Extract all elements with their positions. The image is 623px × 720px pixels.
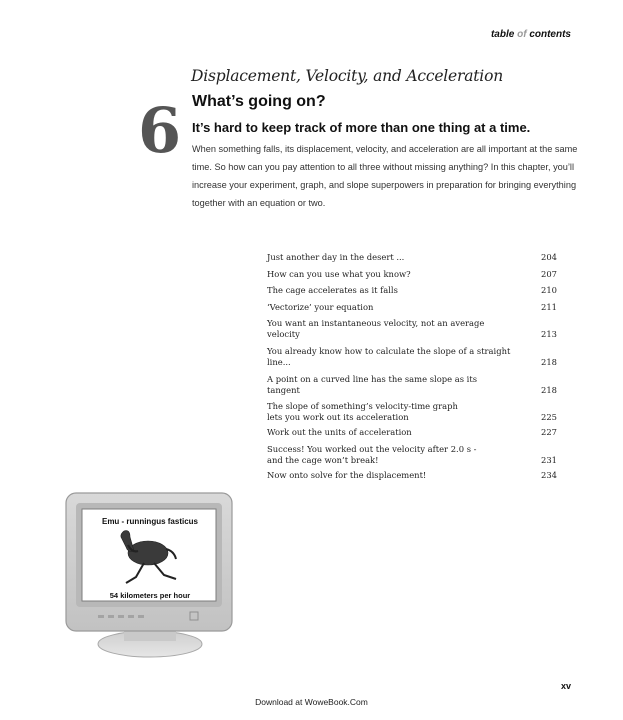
toc-entry[interactable]	[267, 427, 557, 438]
toc-entry-page: 227	[541, 427, 557, 438]
toc-entry-title-line: lets you work out its acceleration	[267, 412, 409, 423]
toc-entry-title	[267, 285, 512, 296]
toc-entry[interactable]	[267, 374, 557, 396]
toc-entry-page: 210	[541, 285, 557, 296]
toc-entry[interactable]	[267, 269, 557, 280]
toc-entry-title	[267, 401, 512, 423]
running-header	[491, 29, 571, 40]
toc-entry-page: 234	[541, 469, 557, 480]
toc-entry-title	[267, 252, 512, 263]
toc-entry-title	[267, 427, 512, 438]
toc-entry[interactable]	[267, 401, 557, 423]
toc-entry-title	[267, 374, 512, 396]
toc-entry[interactable]	[267, 252, 557, 263]
toc-entry-title	[267, 346, 512, 368]
toc-entry[interactable]	[267, 346, 557, 368]
toc-entry-title-line: You want an instantaneous velocity, not an average velocity	[267, 318, 485, 340]
monitor-caption-bottom: 54 kilometers per hour	[109, 591, 191, 600]
toc-entry-title-line: Work out the units of acceleration	[267, 427, 412, 438]
chapter-title: Displacement, Velocity, and Acceleration	[191, 67, 503, 85]
header-toc-left: table	[490, 29, 518, 40]
toc-entry-title-line: A point on a curved line has the same slope as its tangent	[267, 373, 478, 395]
toc-entry-title-line: The cage accelerates as it falls	[267, 285, 398, 296]
toc-entry-title	[267, 470, 512, 481]
toc-entry-title	[267, 444, 512, 466]
toc-entry-page: 213	[541, 329, 557, 340]
chapter-number: 6	[138, 94, 182, 167]
toc-entry[interactable]	[267, 302, 557, 313]
toc-entry[interactable]	[267, 285, 557, 296]
toc-entry-title-line: ‘Vectorize’ your equation	[267, 301, 374, 312]
toc-entry-page: 218	[541, 356, 557, 367]
toc-entry-title-line: Just another day in the desert ...	[267, 252, 405, 262]
toc-entry-page: 211	[541, 301, 557, 312]
toc-entry-title-line: You already know how to calculate the slope of a straight line...	[267, 345, 511, 367]
chapter-tagline: It’s hard to keep track of more than one thing at a time.	[192, 120, 531, 135]
header-toc-right: contents	[526, 29, 571, 40]
footer-download: Download at WoweBook.Com	[255, 697, 368, 707]
toc-entry[interactable]	[267, 470, 557, 481]
toc-entry[interactable]	[267, 444, 557, 466]
toc-entry-page: 231	[541, 454, 557, 465]
toc-entry-title	[267, 269, 512, 280]
toc-list	[267, 252, 557, 486]
toc-entry-title	[267, 318, 512, 340]
toc-entry-page: 225	[541, 412, 557, 423]
chapter-subtitle: What’s going on?	[192, 93, 326, 110]
toc-entry-title	[267, 302, 512, 313]
toc-entry-title-line: The slope of something’s velocity-time graph	[267, 401, 458, 412]
header-toc-of: of	[517, 29, 527, 40]
monitor-illustration	[64, 491, 236, 661]
toc-entry-page: 218	[541, 384, 557, 395]
toc-entry-page: 207	[541, 268, 557, 279]
toc-entry-page: 204	[541, 252, 557, 262]
toc-entry-title-line: Success! You worked out the velocity after 2.0 s -	[267, 443, 477, 454]
toc-entry[interactable]	[267, 318, 557, 340]
monitor-caption-top: Emu - runningus fasticus	[101, 517, 198, 526]
toc-entry-title-line: and the cage won’t break!	[267, 454, 379, 465]
page-number: xv	[560, 681, 571, 691]
toc-entry-title-line: Now onto solve for the displacement!	[267, 469, 427, 480]
toc-entry-title-line: How can you use what you know?	[267, 268, 411, 279]
chapter-description: When something falls, its displacement, velocity, and acceleration are all important at the same time. So how can you pay attention to all three without missing anything? In this chapter, you’ll increase your experiment, graph, and slope superpowers in preparation for bringing everything together with an equation or two.	[192, 144, 578, 208]
